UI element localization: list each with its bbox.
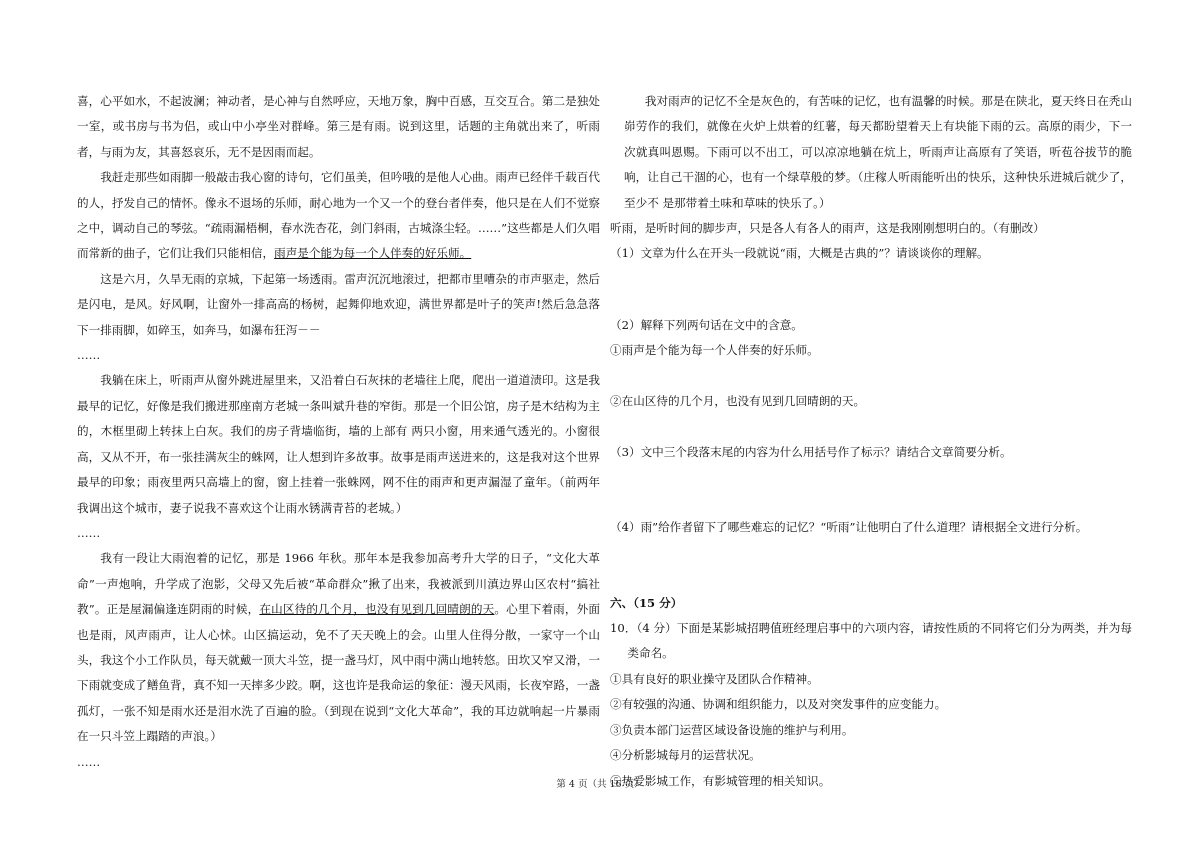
question-1: （1）文章为什么在开头一段就说“雨，大概是古典的”？请谈谈你的理解。 [610, 246, 989, 261]
paragraph-2-text: 我赶走那些如雨脚一般敲击我心窗的诗句，它们虽美，但吟哦的是他人心曲。雨声已经伴千载百代的人，抒发自己的情怀。像永不退场的乐师，耐心地为一个又一个的登台者伴奏，他只是在人们不觉察之中，调动自己的琴弦。“疏雨漏梧桐，春水洗杏花，剑门斜雨，古城涤尘轻。……”这些都是人们久唱而常新的曲子，它们让我们只能相信， [77, 170, 600, 261]
paragraph-2 [77, 165, 600, 267]
question-10: 10．（4 分）下面是某影城招聘值班经理启事中的六项内容，请按性质的不同将它们分为两类，并为每类命名。 [610, 621, 1132, 661]
list-item: ⑤热爱影城工作，有影城管理的相关知识。 [610, 773, 831, 788]
question-2-item-2: ②在山区待的几个月，也没有见到几回晴朗的天。 [610, 394, 866, 409]
paragraph-6: 我对雨声的记忆不全是灰色的，有苦味的记忆，也有温馨的时候。那是在陕北，夏天终日在秃山峁劳作的我们，就像在火炉上烘着的红薯，每天都盼望着天上有块能下雨的云。高原的雨少，下一次就真叫恩赐。下雨可以不出工，可以凉凉地躺在炕上，听雨声让高原有了笑语，听苞谷拔节的脆响，让自己干涸的心，也有一个绿草般的梦。（庄稼人听雨能听出的快乐，这种快乐进城后就少了，至少不 是那带着土味和草味的快乐了。） [624, 94, 1132, 210]
question-4: （4）雨”给作者留下了哪些难忘的记忆？“听雨”让他明白了什么道理？请根据全文进行分析。 [610, 520, 1088, 535]
paragraph-5-text-a: 我有一段让大雨泡着的记忆，那是 1966 年秋。那年本是我参加高考升大学的日子，“文化大革命”一声炮响，升学成了泡影，父母又先后被“革命群众”揪了出来，我被派到川滇边界山区农村“搞社教”。正是屋漏偏逢连阴雨的时候， [77, 551, 600, 617]
ellipsis-1: …… [77, 348, 101, 363]
question-2: （2）解释下列两句话在文中的含意。 [610, 317, 803, 332]
answer-space-2b [610, 414, 1132, 439]
paragraph-4: 我躺在床上，听雨声从窗外跳进屋里来，又沿着白石灰抹的老墙往上爬，爬出一道道渍印。这是我最早的记忆，好像是我们搬进那座南方老城一条叫斌升巷的窄街。那是一个旧公馆，房子是木结构为主的，木框里砌上转抹上白灰。我们的房子背墙临街，墙的上部有 两只小窗，用来通气透光的。小窗很高，又从不开，布一张挂满灰尘的蛛网，让人想到许多故事。故事是雨声送进来的，这是我对这个世界最早的印象；雨夜里两只高墙上的窗，窗上挂着一张蛛网，网不住的雨声和更声漏湿了童年。（前两年我调出这个城市，妻子说我不喜欢这个让雨水锈满青苔的老城。） [77, 373, 600, 515]
paragraph-3: 这是六月，久旱无雨的京城，下起第一场透雨。雷声沉沉地滚过，把都市里嘈杂的市声驱走，然后是闪电，是风。好风啊，让窗外一排高高的杨树，起舞仰地欢迎，满世界都是叶子的笑声!然后急急落下一排雨脚，如碎玉，如奔马，如瀑布狂泻－－ [77, 271, 600, 337]
question-10-items [610, 667, 1132, 794]
ellipsis-3: …… [77, 754, 101, 769]
paragraph-1: 喜，心平如水，不起波澜；神动者，是心神与自然呼应，天地万象，胸中百感，互交互合。第二是独处一室，或书房与书为侣，或山中小亭坐对群峰。第三是有雨。说到这里，话题的主角就出来了，听雨者，与雨为友，其喜怒哀乐，无不是因雨而起。 [77, 94, 600, 159]
answer-space-1 [610, 267, 1132, 313]
answer-space-4 [610, 541, 1132, 591]
question-3: （3）文中三个段落末尾的内容为什么用括号作了标示？请结合文章简要分析。 [610, 444, 1012, 459]
list-item: ①具有良好的职业操守及团队合作精神。 [610, 671, 819, 686]
closing-line: 听雨，是听时间的脚步声，只是各人有各人的雨声，这是我刚刚想明白的。（有删改） [610, 221, 1045, 236]
paragraph-5-text-b: 。心里下着雨，外面也是雨，风声雨声，让人心怵。山区搞运动，免不了天天晚上的会。山里人住得分散，一家守一个山头，我这个小工作队员，每天就戴一顶大斗笠，提一盏马灯，风中雨中满山地转悠。田坎又窄又滑，一下雨就变成了鳝鱼背，真不知一天摔多少跤。啊，这也许是我命运的象征：漫天风雨，长夜窄路，一盏孤灯，一张不知是雨水还是泪水洗了百遍的脸。（到现在说到“文化大革命”，我的耳边就响起一片暴雨在一只斗笠上蹋踏的声浪。） [77, 602, 600, 744]
ellipsis-2: …… [77, 525, 101, 540]
left-column [77, 89, 600, 775]
question-2-item-1: ①雨声是个能为每一个人伴奏的好乐师。 [610, 343, 819, 358]
right-column [610, 89, 1132, 794]
list-item: ③负责本部门运营区域设备设施的维护与利用。 [610, 722, 854, 737]
answer-space-2a [610, 364, 1132, 389]
answer-space-3 [610, 465, 1132, 515]
underlined-sentence-2: 在山区待的几个月，也没有见到几回晴朗的天 [259, 602, 495, 617]
section-6-heading: 六、（15 分） [610, 595, 683, 610]
underlined-sentence-1: 雨声是个能为每一个人伴奏的好乐师。 [274, 246, 472, 261]
list-item: ②有较强的沟通、协调和组织能力，以及对突发事件的应变能力。 [610, 697, 947, 712]
page-number: 第 4 页（共 16 页） [556, 779, 644, 790]
list-item: ④分析影城每月的运营状况。 [610, 748, 761, 763]
paragraph-5 [77, 546, 600, 749]
